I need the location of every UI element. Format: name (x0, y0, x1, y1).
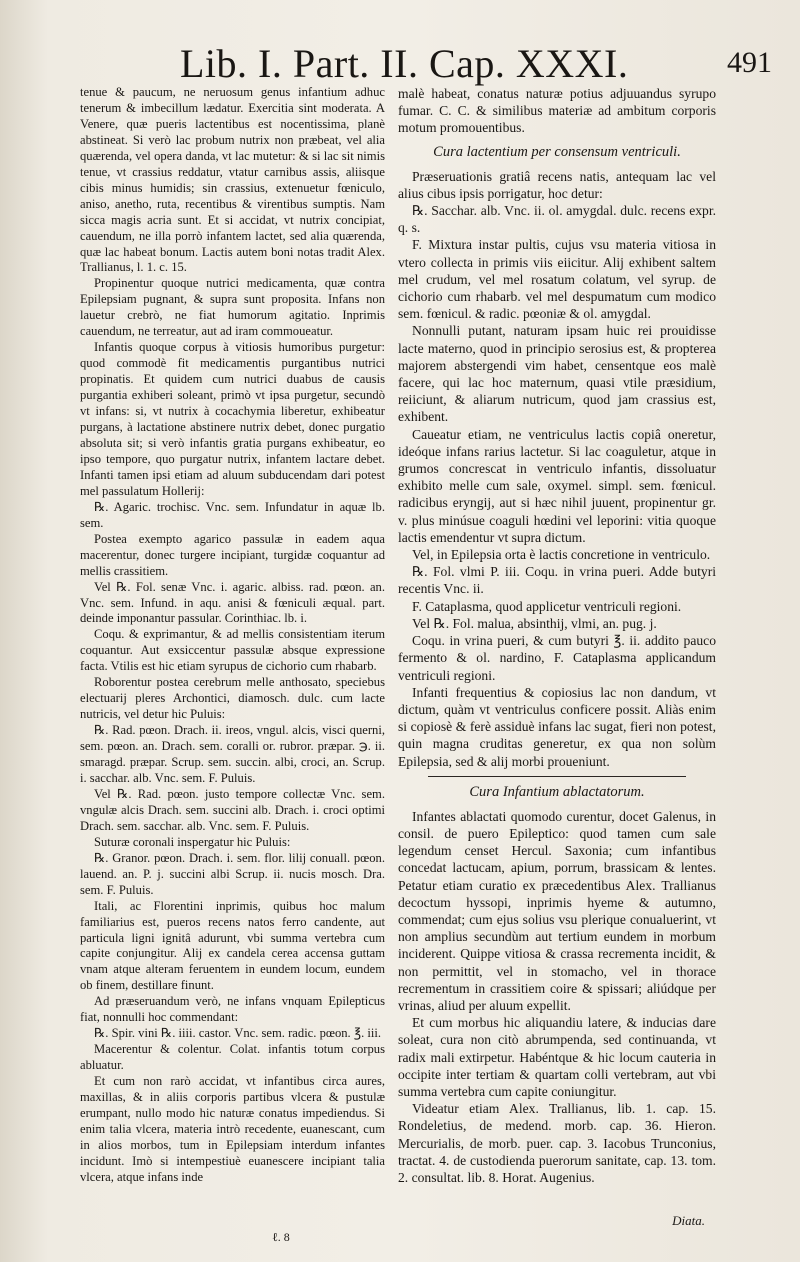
paragraph: Infantes ablactati quomodo curentur, docet Galenus, in consil. de puero Epileptico: quod tamen cum sale legendum censet Hercul. Saxonia; cum infantibus concedat lactucam, apium, porrum, brassicam & lentes. Petatur etiam curatio ex præcedentibus Alex. Trallianus decoctum hyssopi, inprimis hyeme & autumno, commendat; cum ejus solius vsu plerique conualuerint, vt non amplius secundùm aut tertium eundem in morbum inciderent. Quippe vitiosa & crassa recrementa incidit, & non permittit, vel in stomacho, vel in thorace recrementum in crassitiem coire & spissari; aliúdque per vrinas, aliud per aluum expellit. (398, 808, 716, 1013)
prescription: ℞. Fol. vlmi P. iii. Coqu. in vrina pueri. Adde butyri recentis Vnc. ii. (398, 564, 716, 597)
paragraph: Coqu. & exprimantur, & ad mellis consistentiam iterum coquantur. Aut exsiccentur passulæ absque expressione facta. Vtilis est hic etiam syrupus de cichorio cum rhabarb. (80, 627, 385, 674)
left-column (80, 85, 385, 1186)
section-divider (428, 776, 686, 777)
paragraph: Infanti frequentius & copiosius lac non dandum, vt dictum, quàm vt ventriculus conficere possit. Aliàs enim si copiosè & ferè assiduè infans lac sugat, fieri non potest, quin magna cruditas generetur, ex qua non solùm Epilepsia, sed & alij morbi proueniunt. (398, 684, 716, 769)
prescription: ℞. Rad. pœon. Drach. ii. ireos, vngul. alcis, visci querni, sem. pœon. an. Drach. sem. coralli or. rubror. præpar. ℈. ii. smaragd. præpar. Scrup. sem. succin. albi, croci, an. Scrup. i. sacchar. alb. Vnc. sem. F. Puluis. (80, 723, 385, 785)
paragraph: Et cum morbus hic aliquandiu latere, & inducias dare soleat, cura non citò abrumpenda, sed continuanda, vt radix mali extirpetur. Habéntque & hic locum cauteria in occipite inter tertiam & quartam colli vertebram, aut vbi summa vertebra cum capite coniungitur. (398, 1015, 716, 1099)
page-number: 491 (727, 46, 772, 79)
paragraph: Infantis quoque corpus à vitiosis humoribus purgetur: quod commodè fit medicamentis purgantibus nutrici propinatis. Et quidem cum nutrici duabus de causis purgantia exhiberi soleant, primò vt ipsa purgetur, secundò vt infans: si, vt nutrix à cocachymia liberetur, exhibeatur purgans, à lactatione abstinere nutrix debet, donec purgatio absoluta sit; si verò infantis gratia purgans exhibeatur, eo ipso tempore, quo purgatur nutrix, infantem lactare debet. Infanti tamen ipsi etiam ad aluum subducendam dari potest mel passulatum Hollerij: (80, 340, 385, 498)
paragraph: F. Cataplasma, quod applicetur ventriculi regioni. (412, 598, 682, 614)
paragraph: tenue & paucum, ne neruosum genus infantium adhuc tenerum & imbecillum lædatur. Exercitia sint moderata. A Venere, quæ pueris lactentibus est nocentissima, planè abstineat. Si verò lac probum nutrix non præbeat, vel alia quærenda, vel opera danda, vt lac mutetur: & si lac sit nimis tenue, vt crassius reddatur, vtatur carnibus assis, aliisque cibis minus humidis; sin crassius, extenuetur fœniculo, aniso, anetho, ruta, recentibus & virentibus sumptis. Nam sicca magis acria sunt. Et si accidat, vt nutrix concipiat, cauendum, ne illa porrò infantem lactet, sed alia quærenda, quæ lac habeat bonum. Lactis autem boni notas tradit Alex. Trallianus, l. 1. c. 15. (80, 85, 385, 275)
paragraph: Roborentur postea cerebrum melle anthosato, speciebus electuarij pleres Archontici, diamosch. dulc. cum lacte nutricis, vel detur hic Puluis: (80, 675, 385, 722)
paragraph: Postea exempto agarico passulæ in eadem aqua macerentur, donec turgere incipiant, turgidæ coquantur ad mellis crassitiem. (80, 531, 385, 578)
prescription: Vel ℞. Fol. malua, absinthij, vlmi, an. pug. j. (412, 615, 657, 631)
prescription: ℞. Granor. pœon. Drach. i. sem. flor. lilij conuall. pœon. lauend. an. P. j. succini albi Scrup. ii. nucis mosch. Dra. sem. F. Puluis. (80, 850, 385, 897)
paragraph: Vel, in Epilepsia orta è lactis concretione in ventriculo. (412, 547, 711, 563)
paragraph: Macerentur & colentur. Colat. infantis totum corpus abluatur. (80, 1042, 385, 1073)
paragraph: Et cum non rarò accidat, vt infantibus circa aures, maxillas, & in aliis corporis partibus vlcera & pustulæ erumpant, nullo modo hic naturæ conatus impediendus. Si enim talia vlcera, materia intrò recedente, euanescant, cum in alios morbos, tum in Epilepsiam interdum infantes incidunt. Imò si intempestiuè euanescere incipiant talia vlcera, atque infans inde (80, 1074, 385, 1184)
prescription: ℞. Agaric. trochisc. Vnc. sem. Infundatur in aquæ lb. sem. (80, 499, 385, 530)
paragraph: Nonnulli putant, naturam ipsam huic rei prouidisse lacte materno, quod in principio serosius est, & propterea majorem abstergendi vim habet, censentque eos malè facere, qui lac hoc maternum, quasi vtile præsidium, reiiciunt, & aliarum nutricum, quod jam crassius est, exhibent. (398, 323, 716, 425)
paragraph: Itali, ac Florentini inprimis, quibus hoc malum familiarius est, pueros recens natos ferro candente, aut particula ligni ignitâ adurunt, vbi summa vertebra cum capite conjungitur. Alij ex candela cerea accensa guttam vnam atque alteram feruentem in eundem locum, eundem ob finem, destillare finunt. (80, 898, 385, 993)
section-heading: Cura Infantium ablactatorum. (469, 783, 645, 800)
page-header (60, 40, 780, 86)
prescription: ℞. Sacchar. alb. Vnc. ii. ol. amygdal. dulc. recens expr. q. s. (398, 203, 716, 236)
catchword: Diata. (672, 1213, 705, 1228)
paragraph: Ad præseruandum verò, ne infans vnquam Epilepticus fiat, nonnulli hoc commendant: (80, 994, 385, 1025)
prescription: Vel ℞. Fol. senæ Vnc. i. agaric. albiss. rad. pœon. an. Vnc. sem. Infund. in aqu. anisi & fœniculi æqual. part. deinde imponantur passular. Corinthiac. lb. i. (80, 579, 385, 626)
section-heading: Cura lactentium per consensum ventriculi. (433, 143, 681, 160)
paragraph: malè habeat, conatus naturæ potius adjuuandus syrupo fumar. C. C. & similibus materiæ ad ambitum corporis motum promouentibus. (398, 86, 716, 136)
paragraph: Videatur etiam Alex. Trallianus, lib. 1. cap. 15. Rondeletius, de medend. morb. cap. 36. Hieron. Mercurialis, de morb. puer. cap. 3. Iacobus Trunconius, tractat. 4. de custodienda puerorum sanitate, cap. 13. tom. 2. consultat. lib. 8. Horat. Augenius. (398, 1101, 716, 1185)
right-column (398, 85, 716, 1186)
paragraph: Propinentur quoque nutrici medicamenta, quæ contra Epilepsiam pugnant, & supra sunt proposita. Infans non lauetur crebrò, ne fiat humorum agitatio. Inprimis cauendum, ne terreatur, aut ad iram commoueatur. (80, 276, 385, 339)
paragraph: Coqu. in vrina pueri, & cum butyri ℥. ii. addito pauco fermento & ol. nardino, F. Cataplasma applicandum ventriculi regioni. (398, 633, 716, 683)
paragraph: F. Mixtura instar pultis, cujus vsu materia vitiosa in vtero collecta in primis viis eiicitur. Alij exhibent saltem mel crudum, vel mel rosatum colatum, vel syrup. de cichorio cum rhabarb. vel mel despumatum cum modico sem. fœnicul. & radic. pœoniæ & ol. amygdal. (398, 237, 716, 322)
paragraph: Suturæ coronali inspergatur hic Puluis: (94, 834, 291, 849)
prescription: ℞. Spir. vini ℞. iiii. castor. Vnc. sem. radic. pœon. ℥. iii. (94, 1026, 382, 1041)
paragraph: Præseruationis gratiâ recens natis, antequam lac vel alius cibus ipsis porrigatur, hoc detur: (398, 168, 716, 201)
signature-mark: ℓ. 8 (272, 1230, 290, 1244)
running-title: Lib. I. Part. II. Cap. XXXI. (180, 41, 629, 86)
paragraph: Caueatur etiam, ne ventriculus lactis copiâ oneretur, ideóque infans rarius lactetur. Si lac coaguletur, atque in grumos concrescat in ventriculo infantis, dissoluatur exhibito melle cum sale, oxymel. simpl. sem. fœnicul. radicibus eryngij, aut si hæc nihil juuent, propinentur gr. v. plus minúsue coaguli hœdini vel leporini: vitia quoque lactis emendentur vt supra dictum. (398, 426, 716, 545)
prescription: Vel ℞. Rad. pœon. justo tempore collectæ Vnc. sem. vngulæ alcis Drach. sem. succini alb. Drach. i. croci optimi Drach. sem. sacchar. alb. Vnc. sem. F. Puluis. (80, 786, 385, 833)
